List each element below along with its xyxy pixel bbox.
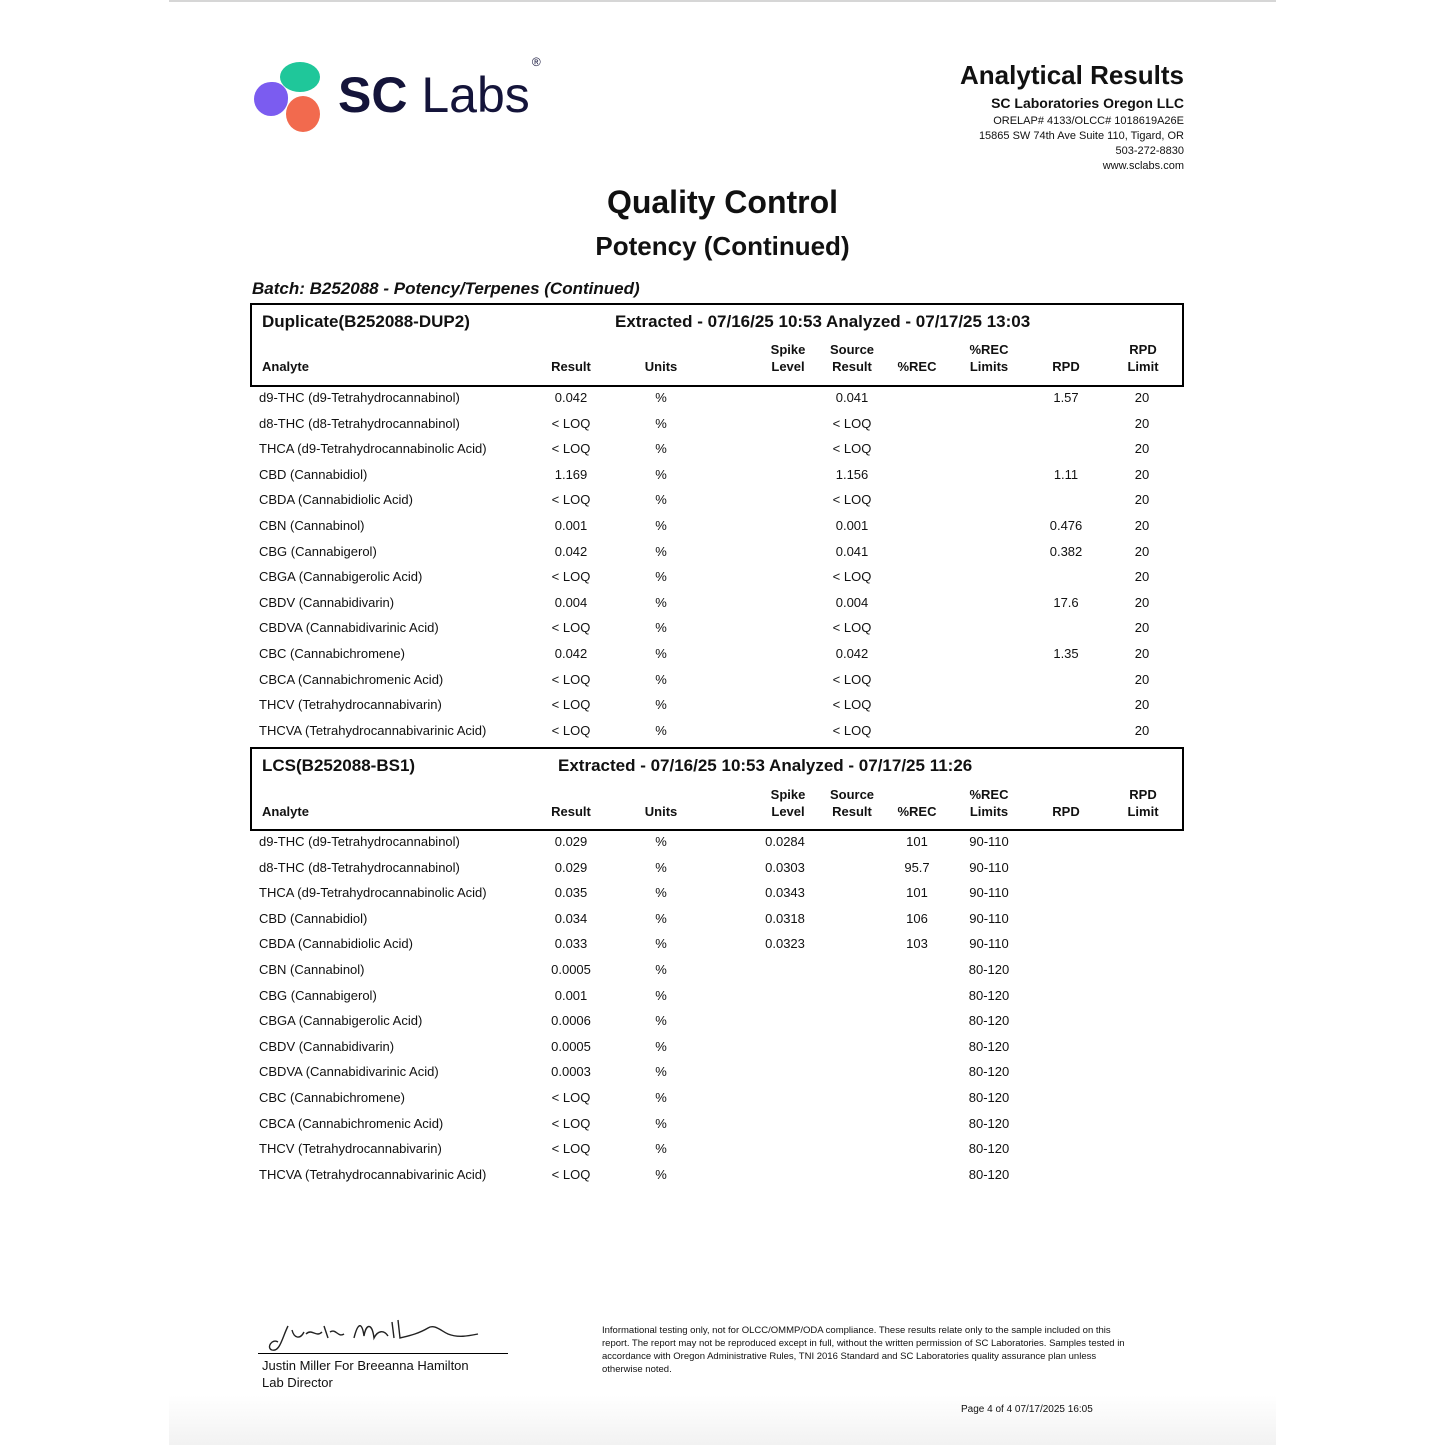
duplicate-cell-source: < LOQ (832, 415, 872, 431)
duplicate-cell-source: 0.041 (835, 390, 869, 405)
duplicate-cell-source: < LOQ (832, 671, 872, 687)
lcs-cell-analyte: CBCA (Cannabichromenic Acid) (259, 1115, 444, 1131)
duplicate-cell-rpd: 1.35 (1053, 646, 1079, 661)
lcs-cell-result: < LOQ (551, 1115, 591, 1131)
duplicate-colhead-spike-line2: Level (771, 359, 805, 374)
lcs-colhead-limits-line1: %REC (969, 787, 1009, 802)
lcs-table-row (250, 1137, 1184, 1162)
duplicate-colhead-result (531, 341, 611, 375)
duplicate-cell-rpd-limit: 20 (1134, 543, 1150, 559)
lcs-cell-limits: 90-110 (969, 885, 1009, 901)
duplicate-table-row (250, 412, 1184, 437)
lcs-colhead-source-line2: Result (832, 804, 872, 819)
disclaimer-text: Informational testing only, not for OLCC/OMMP/ODA compliance. These results relate only to the sample included on this report. The report may not be reproduced except in full, without the written permission of SC Laboratories. Samples tested in accordance with Oregon Administrative Rules, TNI 2016 Standard and SC Laboratories quality assurance plan unless otherwise noted. (602, 1325, 1125, 1375)
lcs-cell-spike: 0.0303 (765, 859, 805, 875)
lcs-colhead-rpd (1026, 786, 1106, 820)
lcs-cell-units: % (655, 834, 667, 849)
lcs-table-row (250, 830, 1184, 855)
duplicate-cell-analyte: d8-THC (d8-Tetrahydrocannabinol) (259, 415, 460, 431)
lcs-colhead-units-line2: Units (644, 804, 678, 819)
duplicate-cell-rpd-limit: 20 (1134, 441, 1150, 457)
lcs-cell-analyte: CBN (Cannabinol) (259, 962, 365, 977)
duplicate-cell-rpd-limit: 20 (1134, 466, 1150, 482)
signature-scribble (258, 1308, 510, 1358)
duplicate-colhead-rpd-limit-line2: Limit (1127, 359, 1159, 374)
duplicate-cell-rpd-limit: 20 (1134, 415, 1150, 431)
duplicate-cell-result: 0.042 (554, 646, 588, 661)
lcs-table-row (250, 856, 1184, 881)
lcs-table-row (250, 1086, 1184, 1111)
lcs-table-row (250, 1163, 1184, 1188)
lcs-cell-result: < LOQ (551, 1090, 591, 1105)
lab-phone: 503-272-8830 (1115, 145, 1184, 157)
duplicate-colhead-analyte-line1 (262, 341, 309, 358)
lcs-cell-result: 0.0005 (551, 962, 591, 977)
lcs-cell-analyte: CBG (Cannabigerol) (259, 987, 377, 1003)
page-title: Quality Control (606, 184, 839, 220)
lcs-cell-result: 0.033 (554, 936, 588, 952)
duplicate-colhead-rpd-line2: RPD (1052, 359, 1080, 374)
duplicate-cell-result: 0.042 (554, 390, 588, 405)
duplicate-cell-source: < LOQ (832, 722, 872, 738)
duplicate-cell-analyte: CBDVA (Cannabidivarinic Acid) (259, 620, 439, 636)
lcs-cell-limits: 80-120 (968, 1090, 1010, 1105)
lcs-table-row (250, 1112, 1184, 1137)
lcs-cell-rec: 101 (906, 885, 928, 901)
lcs-colhead-result (531, 786, 611, 820)
lcs-cell-rec: 101 (906, 834, 928, 849)
duplicate-cell-result: 0.004 (554, 594, 588, 610)
duplicate-cell-result: < LOQ (551, 697, 591, 713)
duplicate-cell-analyte: CBCA (Cannabichromenic Acid) (259, 671, 444, 687)
duplicate-table-row (250, 437, 1184, 462)
lab-company-name: SC Laboratories Oregon LLC (991, 95, 1184, 111)
lab-header (960, 60, 1184, 174)
duplicate-cell-source: < LOQ (832, 569, 872, 585)
duplicate-cell-source: < LOQ (832, 441, 872, 457)
duplicate-cell-result: < LOQ (551, 492, 591, 508)
lcs-cell-spike: 0.0343 (765, 885, 805, 901)
logo-purple-dot (254, 82, 288, 116)
lcs-colhead-units (621, 786, 701, 820)
duplicate-colhead-rpd-limit (1103, 341, 1183, 375)
duplicate-cell-units: % (655, 441, 667, 457)
duplicate-cell-rpd: 0.382 (1049, 543, 1083, 559)
lcs-cell-spike: 0.0318 (765, 910, 805, 926)
duplicate-cell-analyte: CBDV (Cannabidivarin) (259, 594, 395, 610)
lcs-cell-limits: 80-120 (968, 1064, 1010, 1080)
lcs-cell-units: % (655, 987, 667, 1003)
duplicate-table-row (250, 693, 1184, 718)
lcs-cell-units: % (655, 1166, 667, 1182)
lcs-cell-analyte: THCVA (Tetrahydrocannabivarinic Acid) (259, 1166, 487, 1182)
lcs-table-row (250, 984, 1184, 1009)
duplicate-cell-rpd-limit: 20 (1134, 646, 1150, 661)
lcs-cell-units: % (655, 1013, 667, 1029)
lcs-cell-units: % (655, 1038, 667, 1054)
lcs-cell-result: 0.029 (554, 834, 588, 849)
lcs-cell-units: % (655, 962, 667, 977)
lcs-colhead-analyte-line1 (262, 786, 309, 803)
logo-wordmark (338, 55, 541, 124)
duplicate-cell-analyte: CBGA (Cannabigerolic Acid) (259, 569, 423, 585)
duplicate-table-row (250, 591, 1184, 616)
duplicate-cell-source: < LOQ (832, 492, 872, 508)
lcs-table-row (250, 958, 1184, 983)
duplicate-colhead-limits-line1: %REC (969, 342, 1009, 357)
lcs-cell-rec: 95.7 (904, 859, 930, 875)
lcs-cell-analyte: CBDV (Cannabidivarin) (259, 1038, 395, 1054)
lcs-cell-result: < LOQ (551, 1166, 591, 1182)
lcs-table-row (250, 1009, 1184, 1034)
duplicate-cell-units: % (655, 646, 667, 661)
duplicate-cell-rpd: 1.11 (1053, 466, 1079, 482)
lcs-table-row (250, 881, 1184, 906)
duplicate-colhead-result-line2: Result (551, 359, 591, 374)
duplicate-colhead-units-line2: Units (644, 359, 678, 374)
lcs-cell-limits: 80-120 (968, 1115, 1010, 1131)
lcs-cell-result: 0.029 (554, 859, 588, 875)
duplicate-cell-result: 0.001 (554, 518, 588, 533)
lcs-cell-result: 0.0005 (551, 1038, 591, 1054)
lcs-colhead-units-line1 (621, 786, 701, 803)
duplicate-cell-source: 1.156 (835, 466, 869, 482)
duplicate-cell-source: < LOQ (832, 620, 872, 636)
duplicate-cell-units: % (655, 671, 667, 687)
lcs-colhead-analyte-line2: Analyte (262, 804, 309, 819)
signer-role: Lab Director (262, 1375, 333, 1390)
duplicate-colhead-rpd-line1 (1026, 341, 1106, 358)
lcs-label: LCS(B252088-BS1) (262, 756, 416, 775)
duplicate-cell-rpd-limit: 20 (1134, 697, 1150, 713)
duplicate-colhead-units (621, 341, 701, 375)
duplicate-cell-units: % (655, 620, 667, 636)
lcs-cell-units: % (655, 1090, 667, 1105)
logo-registered: ® (531, 55, 541, 70)
lcs-cell-spike: 0.0323 (765, 936, 805, 952)
duplicate-cell-rpd-limit: 20 (1134, 594, 1150, 610)
lcs-colhead-limits-line2: Limits (969, 804, 1009, 819)
lcs-cell-limits: 80-120 (968, 1166, 1010, 1182)
duplicate-cell-analyte: d9-THC (d9-Tetrahydrocannabinol) (259, 390, 460, 405)
page-bottom-shade (169, 1395, 1276, 1445)
lcs-cell-result: 0.034 (554, 910, 588, 926)
lcs-colhead-rec-line2: %REC (897, 804, 937, 819)
lcs-cell-units: % (655, 859, 667, 875)
duplicate-colhead-limits-line2: Limits (969, 359, 1009, 374)
duplicate-cell-units: % (655, 722, 667, 738)
lcs-cell-result: 0.001 (554, 987, 588, 1003)
lcs-colhead-analyte (262, 786, 309, 820)
lcs-cell-rec: 106 (906, 910, 928, 926)
lcs-colhead-result-line1 (531, 786, 611, 803)
lcs-cell-result: 0.0006 (551, 1013, 591, 1029)
lcs-cell-analyte: THCV (Tetrahydrocannabivarin) (259, 1141, 442, 1157)
lab-license: ORELAP# 4133/OLCC# 1018619A26E (993, 115, 1184, 127)
lcs-cell-units: % (655, 1064, 667, 1080)
lcs-colhead-rpd-limit-line2: Limit (1127, 804, 1159, 819)
lcs-cell-units: % (655, 910, 667, 926)
lcs-cell-limits: 80-120 (968, 1013, 1010, 1029)
lcs-cell-limits: 80-120 (968, 1038, 1010, 1054)
duplicate-cell-analyte: CBC (Cannabichromene) (259, 646, 405, 661)
lcs-colhead-result-line2: Result (551, 804, 591, 819)
duplicate-cell-source: 0.041 (835, 543, 869, 559)
lcs-colhead-rpd-limit-line1: RPD (1129, 787, 1157, 802)
duplicate-cell-units: % (655, 697, 667, 713)
duplicate-colhead-analyte-line2: Analyte (262, 359, 309, 374)
sc-labs-logo (252, 55, 572, 140)
duplicate-colhead-rec (877, 341, 957, 375)
lcs-colhead-spike-line1: Spike (770, 787, 806, 802)
page-footer: Page 4 of 4 07/17/2025 16:05 (961, 1404, 1093, 1415)
lcs-colhead-source-line1: Source (829, 787, 875, 802)
lcs-cell-analyte: CBC (Cannabichromene) (259, 1090, 405, 1105)
lcs-dates: Extracted - 07/16/25 10:53 Analyzed - 07/17/25 11:26 (558, 756, 973, 775)
batch-label: Batch: B252088 - Potency/Terpenes (Continued) (252, 279, 640, 298)
duplicate-table-row (250, 616, 1184, 641)
duplicate-cell-result: < LOQ (551, 671, 591, 687)
duplicate-cell-units: % (655, 492, 667, 508)
duplicate-cell-source: < LOQ (832, 697, 872, 713)
duplicate-colhead-result-line1 (531, 341, 611, 358)
duplicate-cell-units: % (655, 390, 667, 405)
duplicate-colhead-spike-line1: Spike (770, 342, 806, 357)
lcs-cell-units: % (655, 1115, 667, 1131)
duplicate-label: Duplicate(B252088-DUP2) (262, 312, 470, 331)
duplicate-cell-analyte: CBD (Cannabidiol) (259, 466, 368, 482)
duplicate-cell-rpd-limit: 20 (1134, 722, 1150, 738)
lcs-cell-limits: 80-120 (968, 962, 1010, 977)
duplicate-cell-rpd-limit: 20 (1134, 620, 1150, 636)
report-type-title: Analytical Results (960, 60, 1184, 90)
lcs-table-row (250, 1035, 1184, 1060)
duplicate-cell-result: < LOQ (551, 620, 591, 636)
lcs-colhead-rpd-line2: RPD (1052, 804, 1080, 819)
duplicate-cell-units: % (655, 466, 667, 482)
lab-address: 15865 SW 74th Ave Suite 110, Tigard, OR (978, 130, 1184, 142)
lcs-colhead-spike-line2: Level (771, 804, 805, 819)
duplicate-table-row (250, 668, 1184, 693)
lcs-table-row (250, 907, 1184, 932)
duplicate-cell-source: 0.001 (835, 518, 869, 533)
lcs-cell-limits: 80-120 (968, 1141, 1010, 1157)
page-subtitle: Potency (Continued) (595, 231, 850, 261)
lcs-colhead-rec (877, 786, 957, 820)
logo-coral-dot (286, 96, 320, 132)
lcs-cell-analyte: CBD (Cannabidiol) (259, 910, 368, 926)
logo-labs: Labs (421, 67, 530, 123)
lcs-cell-units: % (655, 936, 667, 952)
lcs-colhead-limits (949, 786, 1029, 820)
lcs-cell-units: % (655, 1141, 667, 1157)
lcs-cell-result: 0.0003 (551, 1064, 591, 1080)
duplicate-cell-rpd-limit: 20 (1134, 671, 1150, 687)
lab-website: www.sclabs.com (1102, 160, 1184, 172)
lcs-cell-limits: 90-110 (969, 859, 1009, 875)
duplicate-cell-result: < LOQ (551, 569, 591, 585)
lcs-cell-spike: 0.0284 (765, 834, 805, 849)
logo-teal-dot (280, 62, 320, 92)
duplicate-colhead-limits (949, 341, 1029, 375)
duplicate-cell-result: 0.042 (554, 543, 588, 559)
lcs-cell-rec: 103 (906, 936, 928, 952)
duplicate-cell-units: % (655, 569, 667, 585)
signer-name: Justin Miller For Breeanna Hamilton (262, 1358, 469, 1373)
lcs-cell-analyte: CBDA (Cannabidiolic Acid) (259, 936, 413, 952)
lcs-cell-limits: 80-120 (968, 987, 1010, 1003)
duplicate-colhead-rec-line1 (877, 341, 957, 358)
duplicate-table-row (250, 540, 1184, 565)
duplicate-cell-rpd: 1.57 (1053, 390, 1079, 405)
duplicate-colhead-rec-line2: %REC (897, 359, 937, 374)
lcs-colhead-rec-line1 (877, 786, 957, 803)
lcs-cell-analyte: THCA (d9-Tetrahydrocannabinolic Acid) (259, 885, 487, 901)
duplicate-cell-result: < LOQ (551, 441, 591, 457)
duplicate-cell-analyte: THCA (d9-Tetrahydrocannabinolic Acid) (259, 441, 487, 457)
duplicate-colhead-source-line2: Result (832, 359, 872, 374)
duplicate-colhead-source-line1: Source (829, 342, 875, 357)
duplicate-cell-rpd-limit: 20 (1134, 518, 1150, 533)
duplicate-cell-source: 0.042 (835, 646, 869, 661)
duplicate-cell-units: % (655, 518, 667, 533)
duplicate-cell-analyte: CBDA (Cannabidiolic Acid) (259, 492, 413, 508)
duplicate-table-row (250, 642, 1184, 667)
lcs-cell-result: 0.035 (554, 885, 588, 901)
lcs-colhead-rpd-limit (1103, 786, 1183, 820)
lcs-colhead-rpd-line1 (1026, 786, 1106, 803)
lcs-cell-units: % (655, 885, 667, 901)
duplicate-colhead-rpd (1026, 341, 1106, 375)
duplicate-cell-units: % (655, 415, 667, 431)
duplicate-table-row (250, 565, 1184, 590)
lcs-cell-limits: 90-110 (969, 936, 1009, 952)
duplicate-cell-units: % (655, 594, 667, 610)
duplicate-cell-rpd: 17.6 (1053, 594, 1079, 610)
duplicate-table-row (250, 386, 1184, 411)
lcs-cell-analyte: CBDVA (Cannabidivarinic Acid) (259, 1064, 439, 1080)
duplicate-cell-result: < LOQ (551, 415, 591, 431)
duplicate-cell-analyte: THCVA (Tetrahydrocannabivarinic Acid) (259, 722, 487, 738)
duplicate-cell-analyte: CBN (Cannabinol) (259, 518, 365, 533)
lcs-cell-analyte: d9-THC (d9-Tetrahydrocannabinol) (259, 834, 460, 849)
lcs-cell-analyte: CBGA (Cannabigerolic Acid) (259, 1013, 423, 1029)
duplicate-table-row (250, 463, 1184, 488)
duplicate-cell-rpd-limit: 20 (1134, 492, 1150, 508)
lcs-cell-limits: 90-110 (969, 910, 1009, 926)
duplicate-cell-rpd-limit: 20 (1134, 390, 1150, 405)
duplicate-colhead-rpd-limit-line1: RPD (1129, 342, 1157, 357)
duplicate-cell-source: 0.004 (835, 594, 869, 610)
lcs-cell-result: < LOQ (551, 1141, 591, 1157)
duplicate-cell-rpd: 0.476 (1049, 518, 1083, 533)
duplicate-cell-rpd-limit: 20 (1134, 569, 1150, 585)
lcs-table-row (250, 932, 1184, 957)
duplicate-cell-analyte: CBG (Cannabigerol) (259, 543, 377, 559)
duplicate-cell-analyte: THCV (Tetrahydrocannabivarin) (259, 697, 442, 713)
signature-line (258, 1353, 508, 1354)
lcs-cell-limits: 90-110 (969, 834, 1009, 849)
duplicate-table-row (250, 719, 1184, 744)
duplicate-cell-result: < LOQ (551, 722, 591, 738)
duplicate-table-row (250, 488, 1184, 513)
lcs-cell-analyte: d8-THC (d8-Tetrahydrocannabinol) (259, 859, 460, 875)
duplicate-dates: Extracted - 07/16/25 10:53 Analyzed - 07/17/25 13:03 (615, 312, 1031, 331)
duplicate-table-row (250, 514, 1184, 539)
duplicate-cell-units: % (655, 543, 667, 559)
duplicate-cell-result: 1.169 (554, 466, 588, 482)
duplicate-colhead-units-line1 (621, 341, 701, 358)
logo-sc: SC (338, 67, 408, 123)
lcs-table-row (250, 1060, 1184, 1085)
duplicate-colhead-analyte (262, 341, 309, 375)
